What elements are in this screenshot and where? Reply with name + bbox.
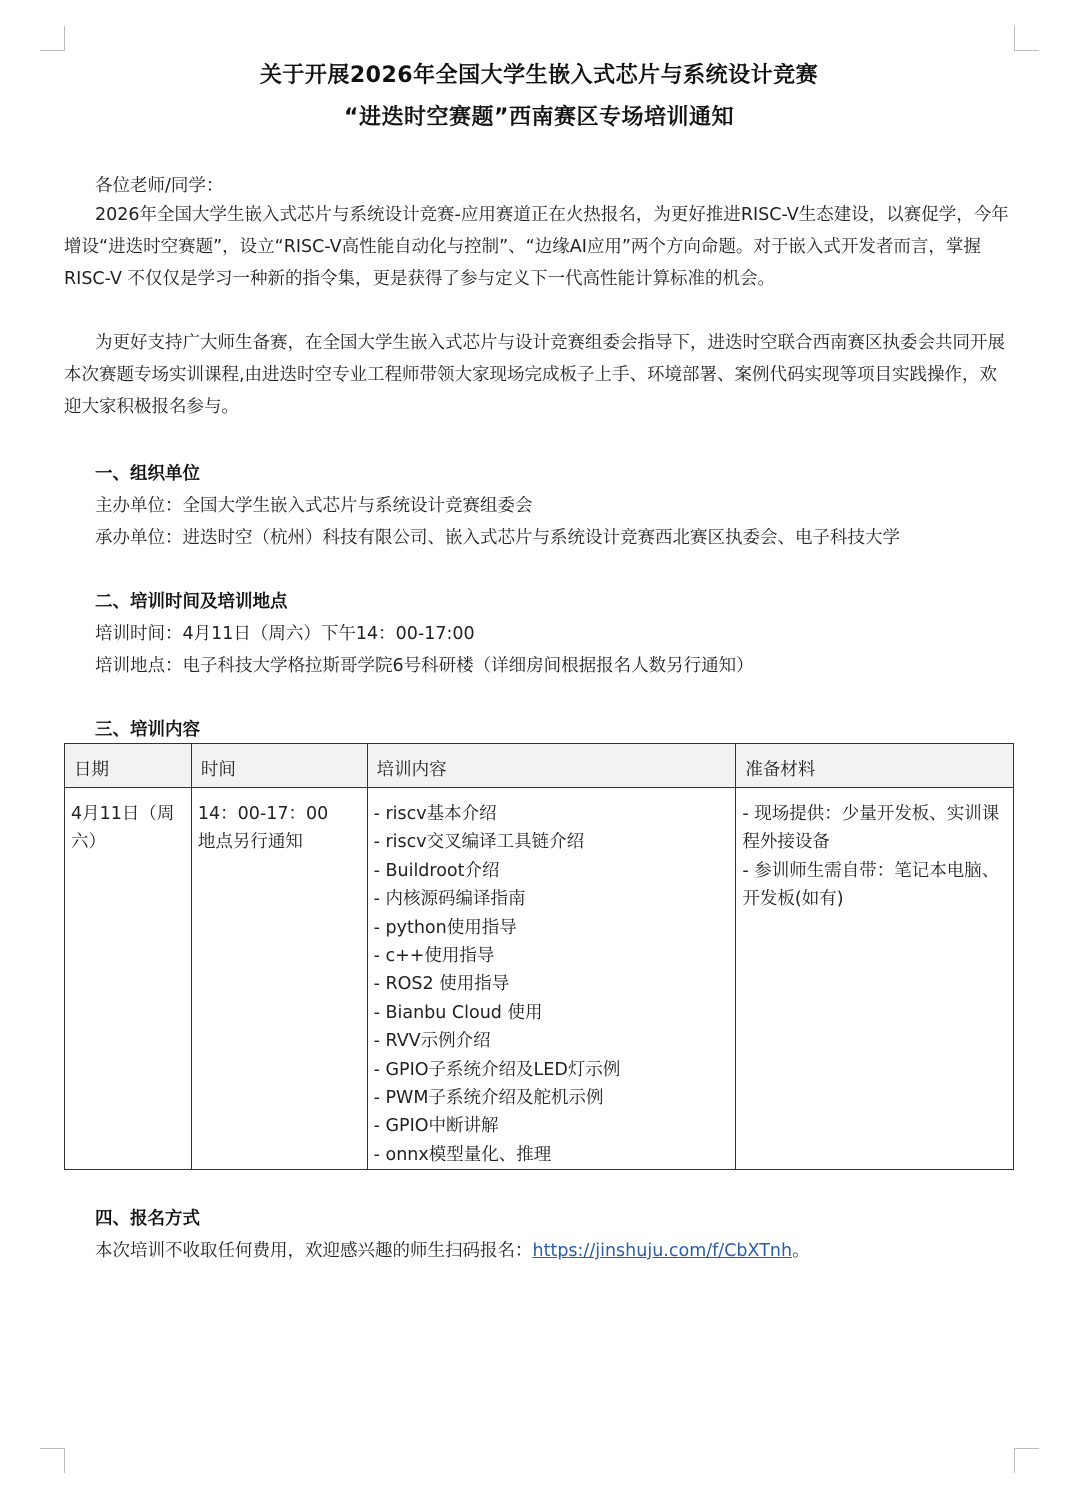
table-row [65,788,1014,1170]
schedule-table [64,743,1014,1170]
material-item: - 参训师生需自带：笔记本电脑、开发板(如有) [742,860,1000,910]
location-note: 地点另行通知 [197,832,303,853]
organizer-unit: 承办单位：进迭时空（杭州）科技有限公司、嵌入式芯片与系统设计竞赛西北赛区执委会、电子科技大学 [95,528,900,548]
crop-mark-bottom-right [1014,1448,1039,1473]
crop-mark-bottom-left [40,1448,65,1473]
content-item: - Bianbu Cloud 使用 [373,1002,543,1023]
content-item: - PWM子系统介绍及舵机示例 [373,1088,604,1109]
content-item: - riscv基本介绍 [373,804,497,824]
section-heading-time-place: 二、培训时间及培训地点 [95,592,288,612]
content-item: - 内核源码编译指南 [373,889,526,910]
section-heading-registration: 四、报名方式 [95,1209,200,1229]
registration-link[interactable]: https://jinshuju.com/f/CbXTnh [532,1241,793,1261]
content-item: - Buildroot介绍 [373,860,500,881]
training-time: 培训时间：4月11日（周六）下午14：00-17:00 [95,624,475,644]
time-range: 14：00-17：00 [197,804,329,824]
cell-date: 4月11日（周六） [65,788,192,1170]
registration-period: 。 [792,1241,810,1261]
content-item: - ROS2 使用指导 [373,974,510,995]
cell-materials [736,788,1014,1170]
training-place: 培训地点：电子科技大学格拉斯哥学院6号科研楼（详细房间根据报名人数另行通知） [95,656,754,676]
header-time: 时间 [191,744,367,788]
section-heading-content: 三、培训内容 [95,720,200,740]
document-title-line1: 关于开展2026年全国大学生嵌入式芯片与系统设计竞赛 [259,63,819,88]
table-header-row [65,744,1014,788]
document-title-line2: “进迭时空赛题”西南赛区专场培训通知 [344,105,734,130]
intro-paragraph-2: 为更好支持广大师生备赛，在全国大学生嵌入式芯片与设计竞赛组委会指导下，进迭时空联合西南赛区执委会共同开展本次赛题专场实训课程,由进迭时空专业工程师带领大家现场完成板子上手、环境部署、案例代码实现等项目实践操作，欢迎大家积极报名参与。 [64,333,1005,417]
cell-content [367,788,736,1170]
content-item: - c++使用指导 [373,946,495,967]
content-item: - onnx模型量化、推理 [373,1144,552,1165]
registration-description: 本次培训不收取任何费用，欢迎感兴趣的师生扫码报名： [95,1241,533,1261]
greeting: 各位老师/同学： [95,176,224,196]
registration-text [95,1237,810,1262]
material-item: - 现场提供：少量开发板、实训课程外接设备 [742,804,1000,853]
section-heading-organizers: 一、组织单位 [95,464,200,484]
header-content: 培训内容 [367,744,736,788]
header-date: 日期 [65,744,192,788]
content-item: - RVV示例介绍 [373,1031,491,1052]
content-item: - GPIO中断讲解 [373,1116,499,1137]
header-materials: 准备材料 [736,744,1014,788]
content-item: - riscv交叉编译工具链介绍 [373,832,585,853]
content-item: - python使用指导 [373,917,517,938]
cell-time [191,788,367,1170]
crop-mark-top-right [1014,26,1039,51]
content-item: - GPIO子系统介绍及LED灯示例 [373,1059,621,1080]
intro-paragraph-1: 2026年全国大学生嵌入式芯片与系统设计竞赛-应用赛道正在火热报名，为更好推进RISC-V生态建设，以赛促学，今年增设“进迭时空赛题”，设立“RISC-V高性能自动化与控制”、“边缘AI应用”两个方向命题。对于嵌入式开发者而言，掌握 RISC-V 不仅仅是学习一种新的指令集，更是获得了参与定义下一代高性能计算标准的机会。 [64,205,1009,289]
crop-mark-top-left [40,26,65,51]
host-unit: 主办单位：全国大学生嵌入式芯片与系统设计竞赛组委会 [95,496,533,516]
